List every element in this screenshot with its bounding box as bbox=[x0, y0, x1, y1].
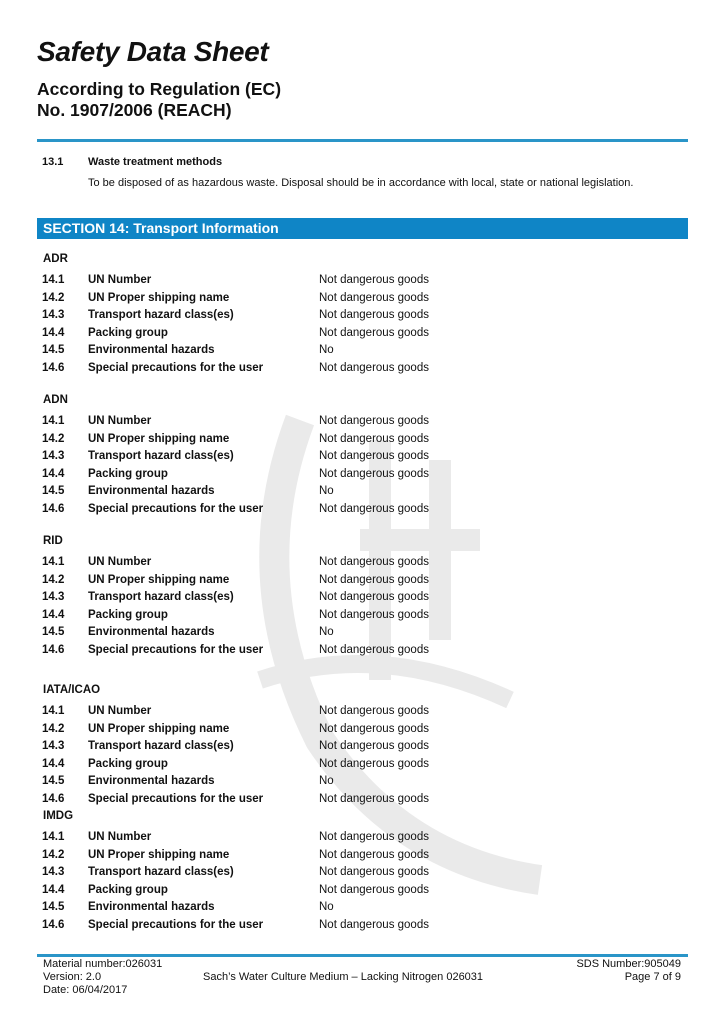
transport-row bbox=[0, 901, 724, 918]
transport-row bbox=[0, 274, 724, 291]
row-value: Not dangerous goods bbox=[319, 740, 429, 753]
transport-row bbox=[0, 362, 724, 379]
row-label: UN Number bbox=[88, 831, 152, 843]
transport-row bbox=[0, 415, 724, 432]
transport-mode-heading: RID bbox=[43, 535, 63, 547]
row-value: Not dangerous goods bbox=[319, 467, 429, 480]
row-value: Not dangerous goods bbox=[319, 608, 429, 621]
row-value: Not dangerous goods bbox=[319, 362, 429, 374]
row-number: 14.6 bbox=[42, 793, 65, 805]
transport-mode-heading: IMDG bbox=[43, 810, 74, 822]
row-label: Transport hazard class(es) bbox=[88, 309, 234, 322]
row-label: Packing group bbox=[88, 757, 168, 770]
row-label: Special precautions for the user bbox=[88, 919, 264, 931]
transport-row bbox=[0, 433, 724, 450]
row-number: 14.2 bbox=[42, 291, 65, 304]
row-label: UN Number bbox=[88, 556, 152, 568]
row-value: Not dangerous goods bbox=[319, 556, 429, 568]
row-value: Not dangerous goods bbox=[319, 644, 429, 656]
row-value: Not dangerous goods bbox=[319, 326, 429, 339]
row-value: No bbox=[319, 901, 334, 914]
row-label: Transport hazard class(es) bbox=[88, 740, 234, 753]
row-value: Not dangerous goods bbox=[319, 450, 429, 463]
row-number: 14.4 bbox=[42, 757, 65, 770]
transport-row bbox=[0, 775, 724, 792]
row-value: No bbox=[319, 344, 334, 357]
row-value: Not dangerous goods bbox=[319, 274, 429, 286]
row-value: Not dangerous goods bbox=[319, 883, 429, 896]
row-value: Not dangerous goods bbox=[319, 503, 429, 515]
transport-row bbox=[0, 309, 724, 326]
row-number: 14.1 bbox=[42, 705, 65, 717]
row-label: UN Proper shipping name bbox=[88, 573, 230, 586]
row-value: Not dangerous goods bbox=[319, 309, 429, 322]
transport-row bbox=[0, 866, 724, 883]
transport-row bbox=[0, 705, 724, 722]
row-value: Not dangerous goods bbox=[319, 705, 429, 717]
row-number: 14.1 bbox=[42, 415, 65, 427]
row-number: 14.2 bbox=[42, 722, 65, 735]
row-label: Packing group bbox=[88, 883, 168, 896]
row-number: 14.2 bbox=[42, 432, 65, 445]
row-label: Special precautions for the user bbox=[88, 644, 264, 656]
row-value: Not dangerous goods bbox=[319, 793, 429, 805]
subtitle-line-1: According to Regulation (EC) bbox=[37, 79, 282, 99]
row-label: UN Number bbox=[88, 705, 152, 717]
row-number: 14.6 bbox=[42, 919, 65, 931]
transport-row bbox=[0, 849, 724, 866]
row-number: 14.4 bbox=[42, 326, 65, 339]
row-number: 14.1 bbox=[42, 556, 65, 568]
row-value: Not dangerous goods bbox=[319, 831, 429, 843]
row-value: Not dangerous goods bbox=[319, 919, 429, 931]
regulation-subtitle bbox=[37, 79, 281, 121]
transport-row bbox=[0, 758, 724, 775]
subtitle-line-2: No. 1907/2006 (REACH) bbox=[37, 100, 232, 120]
version: Version: 2.0 bbox=[43, 971, 102, 983]
row-label: Environmental hazards bbox=[88, 626, 215, 639]
transport-row bbox=[0, 485, 724, 502]
row-value: Not dangerous goods bbox=[319, 415, 429, 427]
row-label: Packing group bbox=[88, 608, 168, 621]
row-number: 14.1 bbox=[42, 831, 65, 843]
row-value: No bbox=[319, 485, 334, 498]
row-label: Packing group bbox=[88, 326, 168, 339]
product-name: Sach’s Water Culture Medium – Lacking Nitrogen 026031 bbox=[203, 971, 484, 983]
sds-number: SDS Number:905049 bbox=[576, 958, 681, 970]
row-value: Not dangerous goods bbox=[319, 591, 429, 604]
row-value: No bbox=[319, 626, 334, 639]
row-label: Transport hazard class(es) bbox=[88, 591, 234, 604]
row-number: 14.5 bbox=[42, 485, 65, 498]
row-number: 14.6 bbox=[42, 362, 65, 374]
transport-row bbox=[0, 292, 724, 309]
row-label: UN Proper shipping name bbox=[88, 432, 230, 445]
row-value: Not dangerous goods bbox=[319, 573, 429, 586]
transport-row bbox=[0, 740, 724, 757]
row-label: UN Number bbox=[88, 415, 152, 427]
row-value: Not dangerous goods bbox=[319, 757, 429, 770]
row-label: Transport hazard class(es) bbox=[88, 866, 234, 879]
row-number: 14.3 bbox=[42, 309, 65, 322]
row-value: Not dangerous goods bbox=[319, 848, 429, 861]
row-label: Special precautions for the user bbox=[88, 503, 264, 515]
row-value: No bbox=[319, 775, 334, 788]
transport-mode-heading: ADR bbox=[43, 253, 68, 265]
row-label: UN Proper shipping name bbox=[88, 722, 230, 735]
row-number: 14.5 bbox=[42, 775, 65, 788]
row-value: Not dangerous goods bbox=[319, 722, 429, 735]
row-number: 14.5 bbox=[42, 344, 65, 357]
transport-row bbox=[0, 450, 724, 467]
section-14-header: SECTION 14: Transport Information bbox=[37, 218, 688, 239]
row-label: Environmental hazards bbox=[88, 901, 215, 914]
row-value: Not dangerous goods bbox=[319, 291, 429, 304]
row-number: 14.5 bbox=[42, 901, 65, 914]
transport-row bbox=[0, 644, 724, 661]
row-number: 14.3 bbox=[42, 450, 65, 463]
row-number: 14.6 bbox=[42, 644, 65, 656]
transport-row bbox=[0, 503, 724, 520]
page-number: Page 7 of 9 bbox=[624, 971, 681, 983]
row-number: 14.3 bbox=[42, 866, 65, 879]
row-label: Special precautions for the user bbox=[88, 362, 264, 374]
row-number: 14.3 bbox=[42, 591, 65, 604]
header-divider bbox=[37, 139, 688, 142]
row-label: UN Number bbox=[88, 274, 152, 286]
date: Date: 06/04/2017 bbox=[43, 984, 128, 996]
transport-mode-heading: IATA/ICAO bbox=[43, 684, 101, 696]
transport-row bbox=[0, 556, 724, 573]
row-number: 14.4 bbox=[42, 608, 65, 621]
transport-row bbox=[0, 591, 724, 608]
row-value: Not dangerous goods bbox=[319, 866, 429, 879]
subsection-number: 13.1 bbox=[42, 156, 64, 168]
footer-left bbox=[43, 958, 162, 997]
transport-row bbox=[0, 327, 724, 344]
row-label: Special precautions for the user bbox=[88, 793, 264, 805]
transport-row bbox=[0, 344, 724, 361]
row-number: 14.2 bbox=[42, 573, 65, 586]
transport-row bbox=[0, 723, 724, 740]
row-number: 14.3 bbox=[42, 740, 65, 753]
transport-row bbox=[0, 574, 724, 591]
transport-row bbox=[0, 919, 724, 936]
row-label: Packing group bbox=[88, 467, 168, 480]
row-number: 14.6 bbox=[42, 503, 65, 515]
row-label: UN Proper shipping name bbox=[88, 291, 230, 304]
row-label: Environmental hazards bbox=[88, 775, 215, 788]
transport-row bbox=[0, 793, 724, 810]
row-number: 14.4 bbox=[42, 883, 65, 896]
document-title: Safety Data Sheet bbox=[37, 36, 269, 67]
subsection-body: To be disposed of as hazardous waste. Disposal should be in accordance with local, state or national legislation. bbox=[88, 177, 634, 189]
row-number: 14.1 bbox=[42, 274, 65, 286]
footer-right bbox=[576, 958, 681, 984]
row-label: UN Proper shipping name bbox=[88, 848, 230, 861]
footer-divider bbox=[37, 954, 688, 957]
row-number: 14.2 bbox=[42, 848, 65, 861]
row-number: 14.5 bbox=[42, 626, 65, 639]
transport-mode-heading: ADN bbox=[43, 394, 68, 406]
row-number: 14.4 bbox=[42, 467, 65, 480]
row-label: Transport hazard class(es) bbox=[88, 450, 234, 463]
transport-row bbox=[0, 884, 724, 901]
transport-row bbox=[0, 468, 724, 485]
subsection-title: Waste treatment methods bbox=[88, 156, 223, 168]
transport-row bbox=[0, 626, 724, 643]
row-label: Environmental hazards bbox=[88, 344, 215, 357]
material-number: Material number:026031 bbox=[43, 958, 163, 970]
row-label: Environmental hazards bbox=[88, 485, 215, 498]
row-value: Not dangerous goods bbox=[319, 432, 429, 445]
transport-row bbox=[0, 609, 724, 626]
transport-row bbox=[0, 831, 724, 848]
